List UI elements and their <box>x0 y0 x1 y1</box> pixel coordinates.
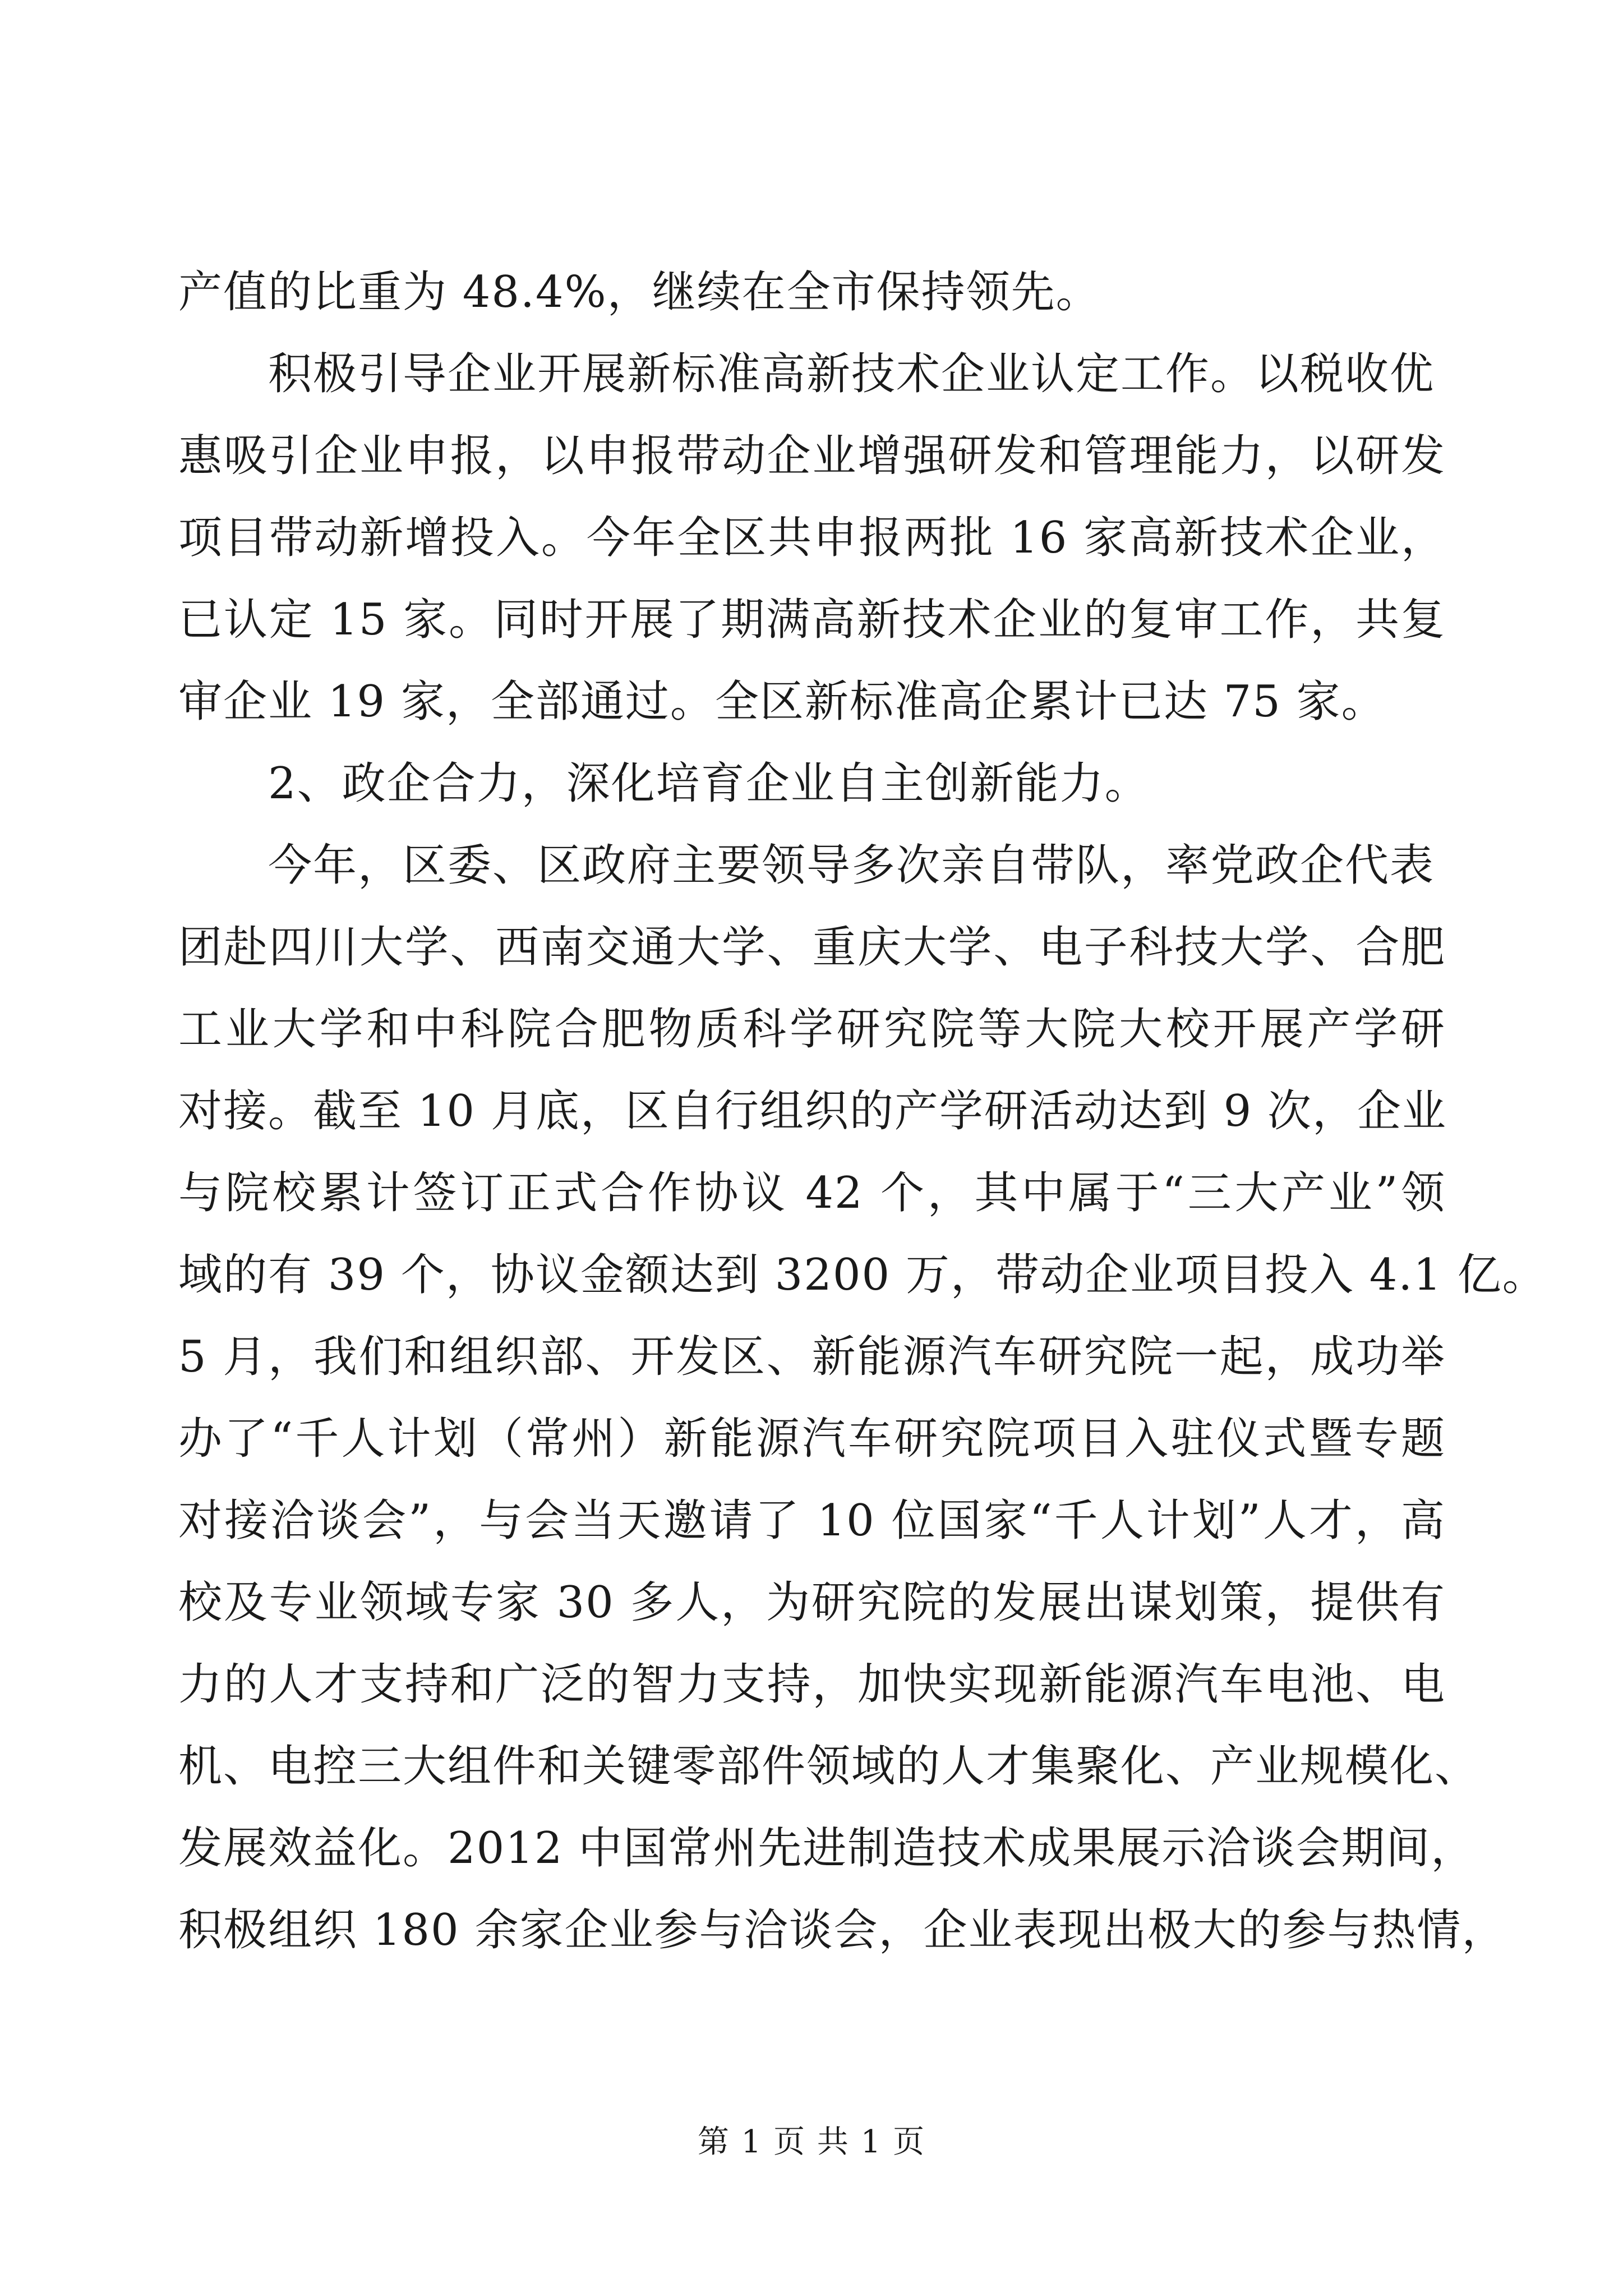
text-line: 工业大学和中科院合肥物质科学研究院等大院大校开展产学研 <box>178 1004 1446 1055</box>
text-line: 产值的比重为 48.4%，继续在全市保持领先。 <box>178 267 1101 318</box>
text-line: 审企业 19 家，全部通过。全区新标准高企累计已达 75 家。 <box>178 677 1386 727</box>
text-line: 已认定 15 家。同时开展了期满高新技术企业的复审工作，共复 <box>178 595 1446 645</box>
text-line: 与院校累计签订正式合作协议 42 个，其中属于“三大产业”领 <box>178 1168 1446 1218</box>
text-line: 校及专业领域专家 30 多人，为研究院的发展出谋划策，提供有 <box>178 1577 1446 1628</box>
text-line: 项目带动新增投入。今年全区共申报两批 16 家高新技术企业， <box>178 513 1446 563</box>
text-line: 惠吸引企业申报，以申报带动企业增强研发和管理能力，以研发 <box>178 431 1446 481</box>
section-heading: 2、政企合力，深化培育企业自主创新能力。 <box>268 758 1150 809</box>
page-footer: 第 1 页 共 1 页 <box>697 2124 926 2160</box>
document-body <box>178 251 1547 1971</box>
text-line: 团赴四川大学、西南交通大学、重庆大学、电子科技大学、合肥 <box>178 922 1446 973</box>
text-line: 域的有 39 个，协议金额达到 3200 万，带动企业项目投入 4.1 亿。 <box>178 1250 1547 1300</box>
text-line: 今年，区委、区政府主要领导多次亲自带队，率党政企代表 <box>268 840 1435 891</box>
text-line: 力的人才支持和广泛的智力支持，加快实现新能源汽车电池、电 <box>178 1659 1446 1710</box>
text-line: 对接洽谈会”，与会当天邀请了 10 位国家“千人计划”人才，高 <box>178 1496 1446 1546</box>
text-line: 积极组织 180 余家企业参与洽谈会，企业表现出极大的参与热情， <box>178 1905 1507 1955</box>
text-line: 机、电控三大组件和关键零部件领域的人才集聚化、产业规模化、 <box>178 1741 1480 1792</box>
text-line: 5 月，我们和组织部、开发区、新能源汽车研究院一起，成功举 <box>178 1332 1446 1382</box>
text-line: 办了“千人计划（常州）新能源汽车研究院项目入驻仪式暨专题 <box>178 1414 1446 1464</box>
text-line: 积极引导企业开展新标准高新技术企业认定工作。以税收优 <box>268 349 1435 399</box>
text-line: 对接。截至 10 月底，区自行组织的产学研活动达到 9 次，企业 <box>178 1086 1447 1137</box>
text-line: 发展效益化。2012 中国常州先进制造技术成果展示洽谈会期间， <box>178 1823 1476 1874</box>
